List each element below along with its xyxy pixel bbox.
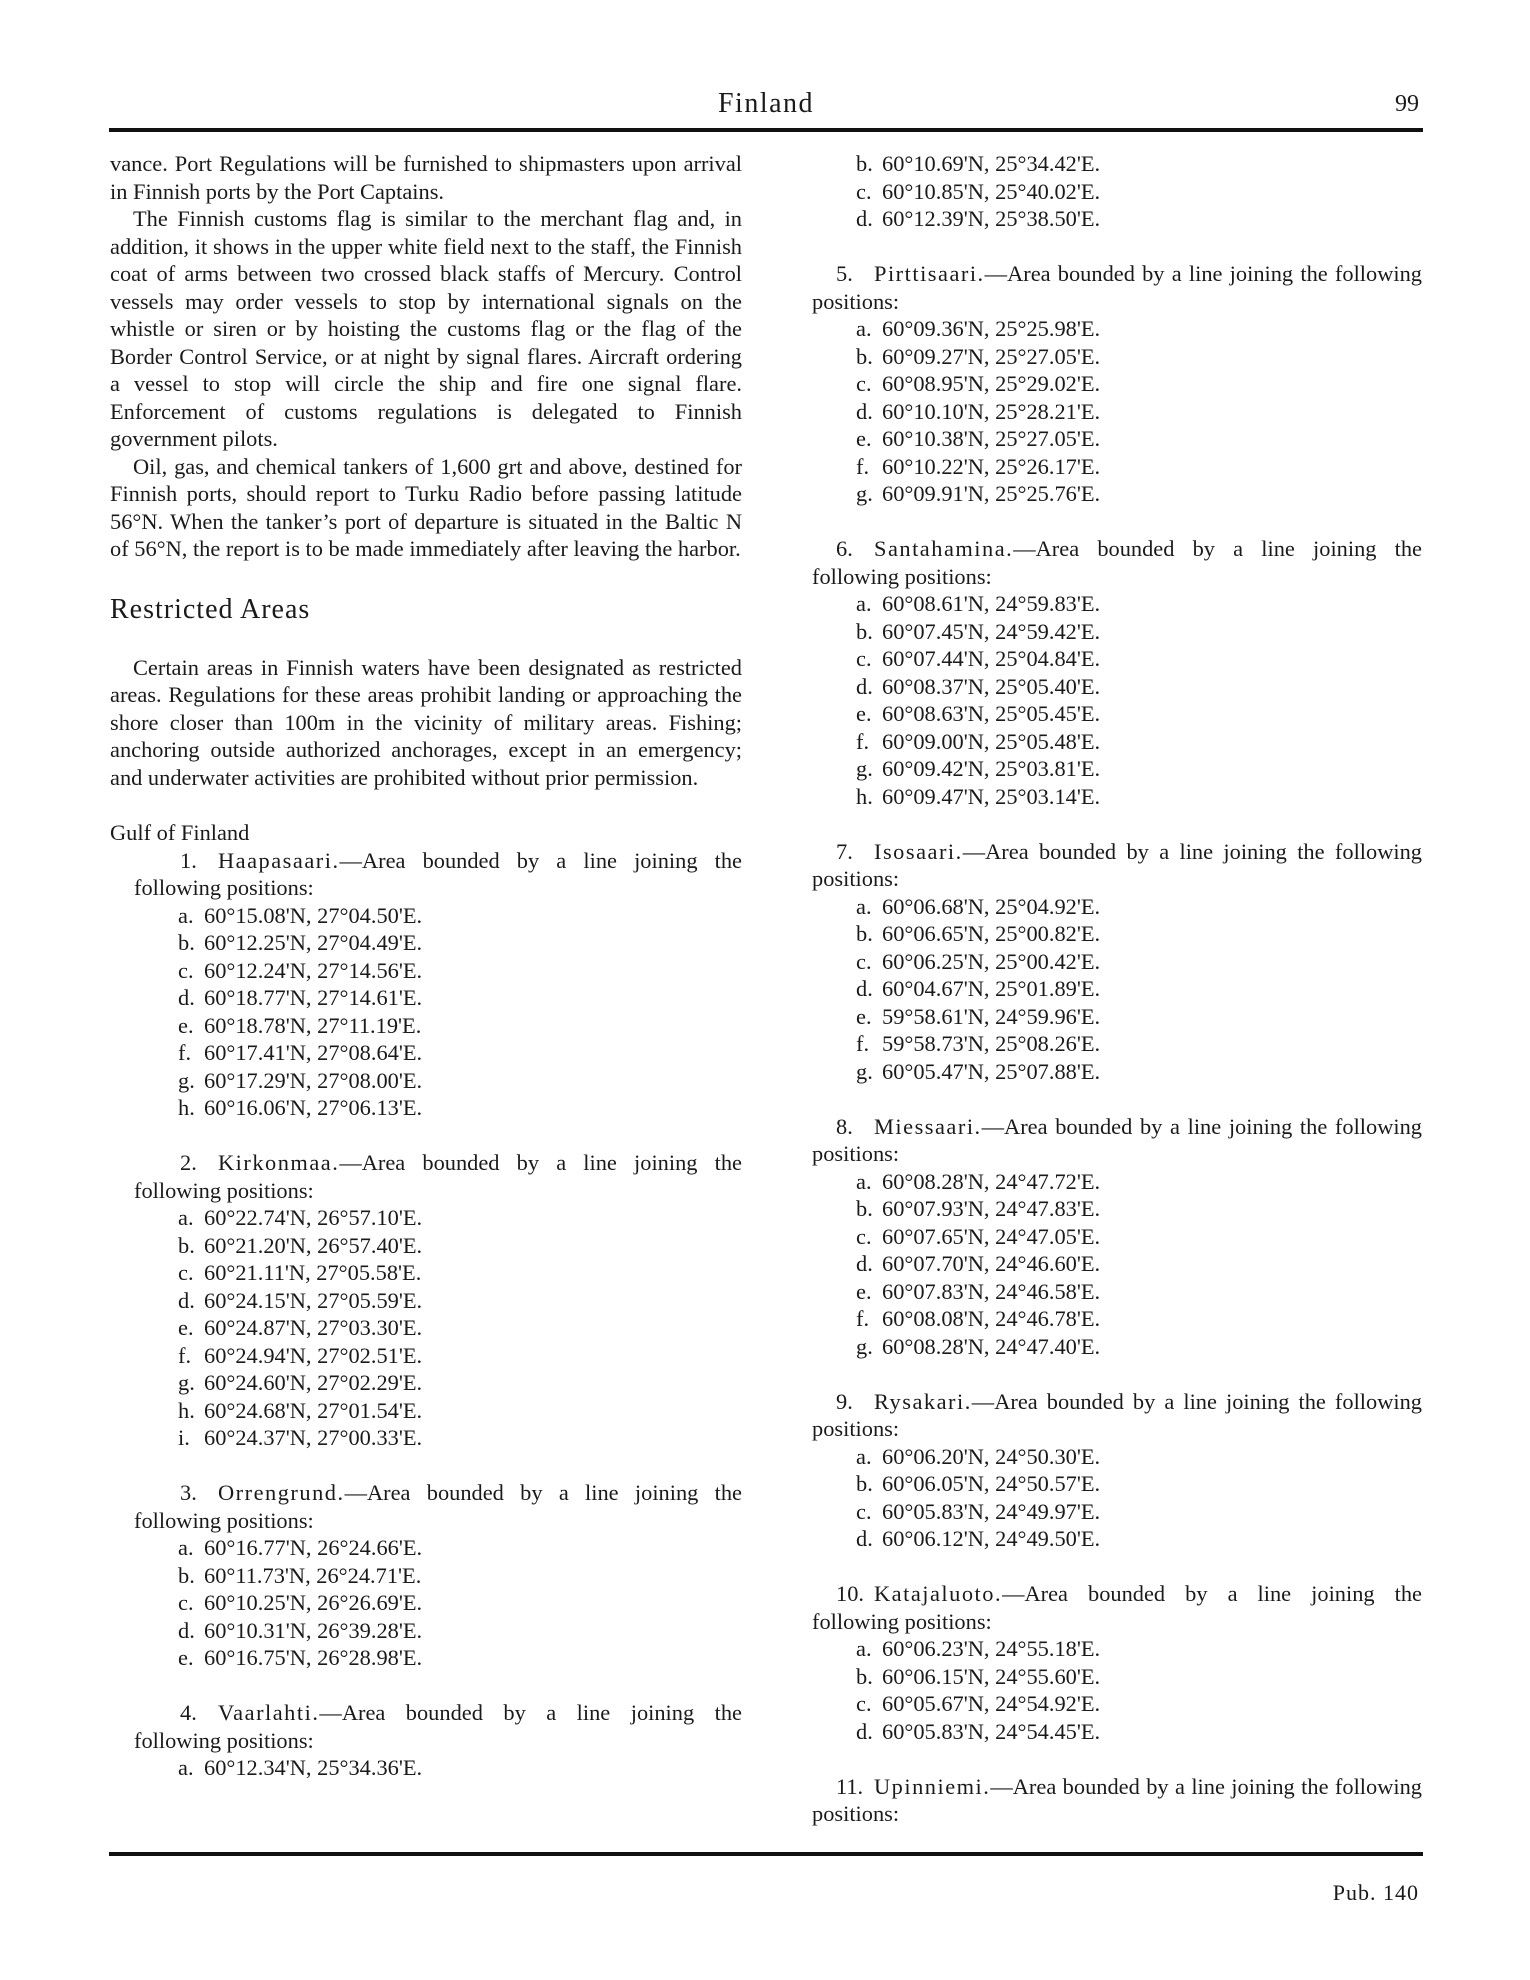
area-description (110, 1479, 742, 1534)
position-list (110, 902, 742, 1122)
position-item: e. 59°58.61'N, 24°59.96'E. (856, 1003, 1101, 1029)
position-list-continued (812, 150, 1422, 233)
footer-rule (109, 1852, 1423, 1856)
position-item: a. 60°06.20'N, 24°50.30'E. (856, 1443, 1101, 1469)
position-item: e. 60°07.83'N, 24°46.58'E. (856, 1278, 1101, 1304)
position-item: g. 60°24.60'N, 27°02.29'E. (178, 1370, 423, 1395)
area-name: Isosaari. (874, 838, 963, 864)
area-description (812, 535, 1422, 590)
paragraph: The Finnish customs flag is similar to the merchant flag and, in addition, it shows in the upper white field next to the staff, the Finnish coat of arms between two crossed black staffs of Mercury. Control vessels may order vessels to stop by international signals on the whistle or siren or by hoisting the customs flag or the flag of the Border Control Service, or at night by signal flares. Aircraft ordering a vessel to stop will circle the ship and fire one signal flare. Enforcement of customs regulations is delegated to Finnish government pilots. (110, 206, 742, 451)
area-name: Haapasaari. (218, 847, 340, 873)
restricted-area-6 (812, 535, 1422, 810)
position-item: c. 60°08.95'N, 25°29.02'E. (856, 371, 1101, 396)
position-item: b. 60°09.27'N, 25°27.05'E. (856, 343, 1101, 369)
area-number: 5. (836, 261, 853, 286)
page-header (109, 86, 1423, 130)
position-item: c. 60°07.44'N, 25°04.84'E. (856, 646, 1101, 671)
position-item: b. 60°07.45'N, 24°59.42'E. (856, 618, 1101, 644)
position-item: c. 60°06.25'N, 25°00.42'E. (856, 948, 1101, 974)
area-text: —Area bounded by a line joining the following positions: (812, 838, 1422, 891)
position-item: e. 60°10.38'N, 25°27.05'E. (856, 426, 1101, 451)
position-item: c. 60°10.85'N, 25°40.02'E. (856, 178, 1101, 204)
area-text: —Area bounded by a line joining the following positions: (812, 1113, 1422, 1166)
area-description (110, 1149, 742, 1204)
area-number: 9. (836, 1388, 853, 1414)
area-text: —Area bounded by a line joining the following positions: (812, 1581, 1422, 1634)
position-item: g. 60°08.28'N, 24°47.40'E. (856, 1333, 1101, 1359)
position-item: e. 60°08.63'N, 25°05.45'E. (856, 701, 1101, 726)
position-item: h. 60°16.06'N, 27°06.13'E. (178, 1095, 423, 1120)
position-list (812, 590, 1422, 810)
area-name: Rysakari. (874, 1388, 972, 1414)
position-item: b. 60°07.93'N, 24°47.83'E. (856, 1196, 1101, 1221)
area-name: Santahamina. (874, 536, 1014, 561)
position-item: g. 60°17.29'N, 27°08.00'E. (178, 1067, 423, 1093)
position-item: b. 60°10.69'N, 25°34.42'E. (856, 151, 1101, 176)
area-description (812, 260, 1422, 315)
restricted-area-5 (812, 260, 1422, 508)
position-item: d. 60°05.83'N, 24°54.45'E. (856, 1718, 1101, 1744)
position-item: a. 60°22.74'N, 26°57.10'E. (178, 1205, 423, 1230)
position-item: h. 60°09.47'N, 25°03.14'E. (856, 783, 1101, 809)
area-number: 8. (836, 1113, 853, 1139)
position-item: f. 60°09.00'N, 25°05.48'E. (856, 728, 1101, 754)
area-number: 2. (180, 1150, 197, 1175)
header-rule (109, 128, 1423, 132)
position-item: a. 60°06.23'N, 24°55.18'E. (856, 1636, 1101, 1661)
position-item: c. 60°05.83'N, 24°49.97'E. (856, 1498, 1101, 1524)
restricted-area-8 (812, 1113, 1422, 1361)
position-item: b. 60°11.73'N, 26°24.71'E. (178, 1562, 422, 1588)
section-heading: Restricted Areas (110, 593, 311, 625)
area-number: 10. (836, 1581, 864, 1606)
area-number: 6. (836, 536, 853, 561)
position-item: f. 60°10.22'N, 25°26.17'E. (856, 453, 1101, 479)
area-text: —Area bounded by a line joining the following positions: (134, 1700, 742, 1753)
position-item: d. 60°24.15'N, 27°05.59'E. (178, 1287, 423, 1313)
running-title: Finland (717, 88, 815, 119)
area-name: Kirkonmaa. (218, 1150, 340, 1175)
restricted-area-7 (812, 838, 1422, 1086)
position-list (812, 1168, 1422, 1361)
area-number: 11. (836, 1773, 864, 1799)
area-description (110, 847, 742, 902)
area-name: Katajaluoto. (874, 1581, 1003, 1606)
position-list (110, 1754, 742, 1782)
position-item: f. 60°17.41'N, 27°08.64'E. (178, 1040, 423, 1065)
area-text: —Area bounded by a line joining the following positions: (812, 1773, 1422, 1826)
area-text: —Area bounded by a line joining the following positions: (134, 1150, 742, 1203)
position-item: g. 60°09.91'N, 25°25.76'E. (856, 481, 1101, 506)
position-list (812, 1443, 1422, 1553)
area-text: —Area bounded by a line joining the following positions: (812, 1388, 1422, 1441)
left-column (110, 150, 742, 1782)
position-item: i. 60°24.37'N, 27°00.33'E. (178, 1425, 423, 1450)
area-description (812, 1580, 1422, 1635)
position-item: b. 60°06.65'N, 25°00.82'E. (856, 921, 1101, 946)
position-item: d. 60°08.37'N, 25°05.40'E. (856, 673, 1101, 699)
position-item: d. 60°07.70'N, 24°46.60'E. (856, 1251, 1101, 1276)
position-item: b. 60°06.05'N, 24°50.57'E. (856, 1471, 1101, 1496)
restricted-area-4 (110, 1699, 742, 1782)
area-number: 7. (836, 838, 853, 864)
position-item: h. 60°24.68'N, 27°01.54'E. (178, 1397, 423, 1423)
restricted-area-2 (110, 1149, 742, 1452)
paragraph: Oil, gas, and chemical tankers of 1,600 grt and above, destined for Finnish ports, should report to Turku Radio before passing latitude 56°N. When the tanker’s port of departure is situated in the Baltic N of 56°N, the report is to be made immediately after leaving the harbor. (110, 453, 742, 561)
position-list (812, 893, 1422, 1086)
area-name: Upinniemi. (874, 1773, 991, 1799)
section-intro: Certain areas in Finnish waters have been designated as restricted areas. Regulations for these areas prohibit landing or approaching the shore closer than 100m in the vicinity of military areas. Fishing; anchoring outside authorized anchorages, except in an emergency; and underwater activities are prohibited without prior permission. (110, 654, 742, 790)
position-item: f. 60°08.08'N, 24°46.78'E. (856, 1306, 1101, 1331)
position-item: c. 60°21.11'N, 27°05.58'E. (178, 1260, 422, 1285)
position-item: f. 59°58.73'N, 25°08.26'E. (856, 1031, 1101, 1056)
area-description (812, 1388, 1422, 1443)
position-item: c. 60°07.65'N, 24°47.05'E. (856, 1223, 1101, 1249)
position-item: d. 60°06.12'N, 24°49.50'E. (856, 1526, 1101, 1551)
position-item: d. 60°18.77'N, 27°14.61'E. (178, 985, 423, 1010)
restricted-area-3 (110, 1479, 742, 1672)
position-item: d. 60°10.31'N, 26°39.28'E. (178, 1617, 423, 1643)
position-item: e. 60°24.87'N, 27°03.30'E. (178, 1315, 423, 1340)
area-text: —Area bounded by a line joining the following positions: (134, 1480, 742, 1533)
position-item: g. 60°05.47'N, 25°07.88'E. (856, 1058, 1101, 1084)
area-description (110, 1699, 742, 1754)
position-item: a. 60°08.61'N, 24°59.83'E. (856, 591, 1101, 616)
area-description (812, 1773, 1422, 1828)
position-item: b. 60°21.20'N, 26°57.40'E. (178, 1232, 423, 1258)
position-item: c. 60°12.24'N, 27°14.56'E. (178, 957, 423, 983)
position-item: d. 60°04.67'N, 25°01.89'E. (856, 976, 1101, 1001)
position-item: c. 60°05.67'N, 24°54.92'E. (856, 1691, 1101, 1716)
restricted-area-11 (812, 1773, 1422, 1828)
restricted-area-1 (110, 847, 742, 1122)
area-number: 3. (180, 1480, 197, 1505)
area-text: —Area bounded by a line joining the following positions: (812, 536, 1422, 589)
area-description (812, 838, 1422, 893)
position-item: e. 60°18.78'N, 27°11.19'E. (178, 1012, 422, 1038)
position-item: g. 60°09.42'N, 25°03.81'E. (856, 756, 1101, 781)
position-item: a. 60°06.68'N, 25°04.92'E. (856, 893, 1101, 919)
page-number: 99 (1395, 91, 1419, 117)
position-item: a. 60°16.77'N, 26°24.66'E. (178, 1535, 423, 1560)
position-item: a. 60°12.34'N, 25°34.36'E. (178, 1755, 423, 1780)
restricted-area-9 (812, 1388, 1422, 1553)
position-list (110, 1534, 742, 1672)
paragraph: vance. Port Regulations will be furnished to shipmasters upon arrival in Finnish ports by the Port Captains. (110, 151, 742, 204)
position-item: c. 60°10.25'N, 26°26.69'E. (178, 1590, 423, 1615)
area-name: Orrengrund. (218, 1480, 345, 1505)
area-name: Miessaari. (874, 1113, 982, 1139)
position-item: f. 60°24.94'N, 27°02.51'E. (178, 1342, 423, 1368)
restricted-area-10 (812, 1580, 1422, 1745)
position-item: e. 60°16.75'N, 26°28.98'E. (178, 1645, 423, 1670)
position-list (812, 1635, 1422, 1745)
area-name: Pirttisaari. (874, 261, 985, 286)
position-item: b. 60°12.25'N, 27°04.49'E. (178, 930, 423, 955)
position-list (812, 315, 1422, 508)
area-text: —Area bounded by a line joining the following positions: (812, 261, 1422, 314)
position-item: b. 60°06.15'N, 24°55.60'E. (856, 1663, 1101, 1689)
position-item: d. 60°12.39'N, 25°38.50'E. (856, 206, 1101, 231)
position-item: a. 60°09.36'N, 25°25.98'E. (856, 316, 1101, 341)
position-list (110, 1204, 742, 1452)
subheading-gulf-of-finland: Gulf of Finland (110, 820, 250, 845)
publication-label: Pub. 140 (1332, 1880, 1419, 1905)
area-number: 4. (180, 1700, 197, 1725)
right-column (812, 150, 1422, 1828)
position-item: a. 60°08.28'N, 24°47.72'E. (856, 1168, 1101, 1194)
area-description (812, 1113, 1422, 1168)
position-item: d. 60°10.10'N, 25°28.21'E. (856, 398, 1101, 424)
area-number: 1. (180, 847, 197, 873)
area-text: —Area bounded by a line joining the following positions: (134, 847, 742, 900)
area-name: Vaarlahti. (218, 1700, 320, 1725)
position-item: a. 60°15.08'N, 27°04.50'E. (178, 902, 423, 928)
